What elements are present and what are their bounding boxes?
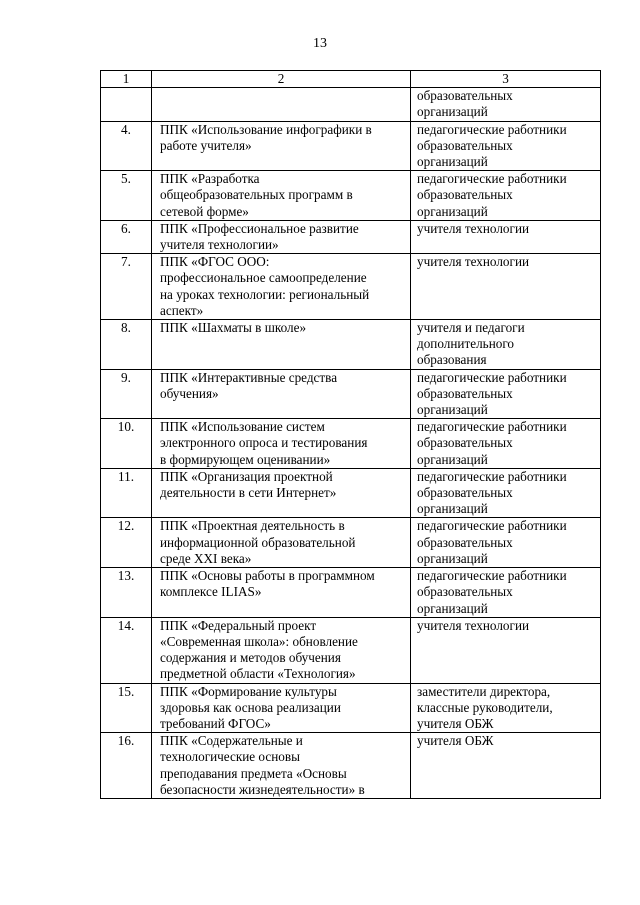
row-number bbox=[101, 419, 152, 469]
row-number bbox=[101, 683, 152, 733]
header-col-1: 1 bbox=[101, 71, 152, 88]
table-row bbox=[101, 320, 601, 370]
page-number: 13 bbox=[313, 36, 327, 51]
row-number bbox=[101, 220, 152, 253]
courses-table bbox=[100, 70, 601, 799]
course-name bbox=[152, 254, 411, 320]
course-name-text: ППК «Формирование культуры здоровья как основа реализации требований ФГОС» bbox=[160, 683, 341, 731]
row-number-text: 4. bbox=[121, 121, 131, 137]
course-name-text: ППК «Использование систем электронного опроса и тестирования в формирующем оценивании» bbox=[160, 419, 368, 467]
table-row bbox=[101, 419, 601, 469]
course-name bbox=[152, 220, 411, 253]
course-name bbox=[152, 518, 411, 568]
row-number-text: 12. bbox=[117, 518, 135, 534]
target-audience-text: учителя технологии bbox=[417, 254, 530, 270]
row-number bbox=[101, 518, 152, 568]
row-number-text: 13. bbox=[117, 568, 135, 584]
row-number-text: 6. bbox=[121, 220, 131, 236]
row-number-text: 16. bbox=[117, 733, 135, 749]
table-row bbox=[101, 568, 601, 618]
course-name-text: ППК «Организация проектной деятельности в сети Интернет» bbox=[160, 468, 337, 501]
table-row bbox=[101, 518, 601, 568]
course-name-text: ППК «Интерактивные средства обучения» bbox=[160, 369, 338, 401]
course-name bbox=[152, 121, 411, 171]
row-number bbox=[101, 568, 152, 618]
row-number-text: 7. bbox=[121, 254, 131, 270]
header-col-3: 3 bbox=[411, 71, 601, 88]
target-audience-text: учителя технологии bbox=[417, 617, 530, 633]
target-audience-text: учителя ОБЖ bbox=[417, 733, 494, 749]
course-name-text: ППК «Проектная деятельность в информационной образовательной среде XXI века» bbox=[160, 518, 356, 566]
target-audience-text: учителя технологии bbox=[417, 220, 530, 236]
target-audience-text: образовательных организаций bbox=[417, 88, 513, 120]
row-number bbox=[101, 254, 152, 320]
row-number bbox=[101, 171, 152, 221]
course-name bbox=[152, 171, 411, 221]
target-audience bbox=[411, 518, 601, 568]
target-audience-text: педагогические работники образовательных организаций bbox=[417, 518, 567, 566]
course-name-text: ППК «Шахматы в школе» bbox=[160, 320, 307, 336]
table-row bbox=[101, 88, 601, 121]
row-number bbox=[101, 733, 152, 799]
table-row bbox=[101, 369, 601, 419]
course-name-text: ППК «Разработка общеобразовательных программ в сетевой форме» bbox=[160, 171, 353, 219]
row-number-text: 14. bbox=[117, 617, 135, 633]
row-number-text: 15. bbox=[117, 683, 135, 699]
target-audience bbox=[411, 171, 601, 221]
target-audience bbox=[411, 220, 601, 253]
table-row bbox=[101, 220, 601, 253]
course-name bbox=[152, 88, 411, 121]
course-name-text: ППК «Федеральный проект «Современная школа»: обновление содержания и методов обучения предметной области «Технология» bbox=[160, 617, 358, 682]
table-row bbox=[101, 733, 601, 799]
target-audience bbox=[411, 320, 601, 370]
target-audience-text: педагогические работники образовательных организаций bbox=[417, 369, 567, 418]
table-row bbox=[101, 468, 601, 518]
target-audience-text: педагогические работники образовательных организаций bbox=[417, 121, 567, 170]
course-name bbox=[152, 320, 411, 370]
course-name-text: ППК «ФГОС ООО: профессиональное самоопределение на уроках технологии: региональный аспект» bbox=[160, 254, 370, 318]
course-name bbox=[152, 733, 411, 799]
course-name bbox=[152, 419, 411, 469]
target-audience-text: заместители директора, классные руководители, учителя ОБЖ bbox=[417, 683, 553, 731]
row-number-text: 8. bbox=[121, 320, 131, 336]
target-audience-text: педагогические работники образовательных организаций bbox=[417, 171, 567, 219]
target-audience bbox=[411, 568, 601, 618]
course-name-text: ППК «Профессиональное развитие учителя технологии» bbox=[160, 220, 359, 253]
target-audience bbox=[411, 254, 601, 320]
table-row bbox=[101, 254, 601, 320]
course-name-text: ППК «Основы работы в программном комплексе ILIAS» bbox=[160, 568, 375, 600]
target-audience-text: педагогические работники образовательных организаций bbox=[417, 419, 567, 467]
course-name bbox=[152, 683, 411, 733]
target-audience bbox=[411, 419, 601, 469]
course-name bbox=[152, 568, 411, 618]
row-number bbox=[101, 468, 152, 518]
target-audience bbox=[411, 121, 601, 171]
target-audience bbox=[411, 369, 601, 419]
row-number-text: 10. bbox=[117, 419, 135, 435]
row-number bbox=[101, 320, 152, 370]
course-name bbox=[152, 468, 411, 518]
table-row bbox=[101, 121, 601, 171]
course-name bbox=[152, 369, 411, 419]
row-number bbox=[101, 369, 152, 419]
row-number-text: 11. bbox=[118, 468, 134, 484]
table-row bbox=[101, 683, 601, 733]
course-name bbox=[152, 617, 411, 683]
table-header-row bbox=[101, 71, 601, 88]
target-audience bbox=[411, 88, 601, 121]
table-row bbox=[101, 617, 601, 683]
row-number bbox=[101, 121, 152, 171]
row-number-text: 5. bbox=[121, 171, 131, 187]
row-number bbox=[101, 88, 152, 121]
table-row bbox=[101, 171, 601, 221]
target-audience bbox=[411, 468, 601, 518]
target-audience-text: учителя и педагоги дополнительного образования bbox=[417, 320, 525, 368]
target-audience bbox=[411, 617, 601, 683]
row-number bbox=[101, 617, 152, 683]
target-audience-text: педагогические работники образовательных организаций bbox=[417, 568, 567, 616]
target-audience bbox=[411, 733, 601, 799]
row-number-text: 9. bbox=[121, 369, 131, 385]
course-name-text: ППК «Содержательные и технологические основы преподавания предмета «Основы безопасности жизнедеятельности» в bbox=[160, 733, 365, 797]
target-audience-text: педагогические работники образовательных организаций bbox=[417, 468, 567, 517]
target-audience bbox=[411, 683, 601, 733]
header-col-2: 2 bbox=[152, 71, 411, 88]
course-name-text: ППК «Использование инфографики в работе учителя» bbox=[160, 121, 372, 153]
